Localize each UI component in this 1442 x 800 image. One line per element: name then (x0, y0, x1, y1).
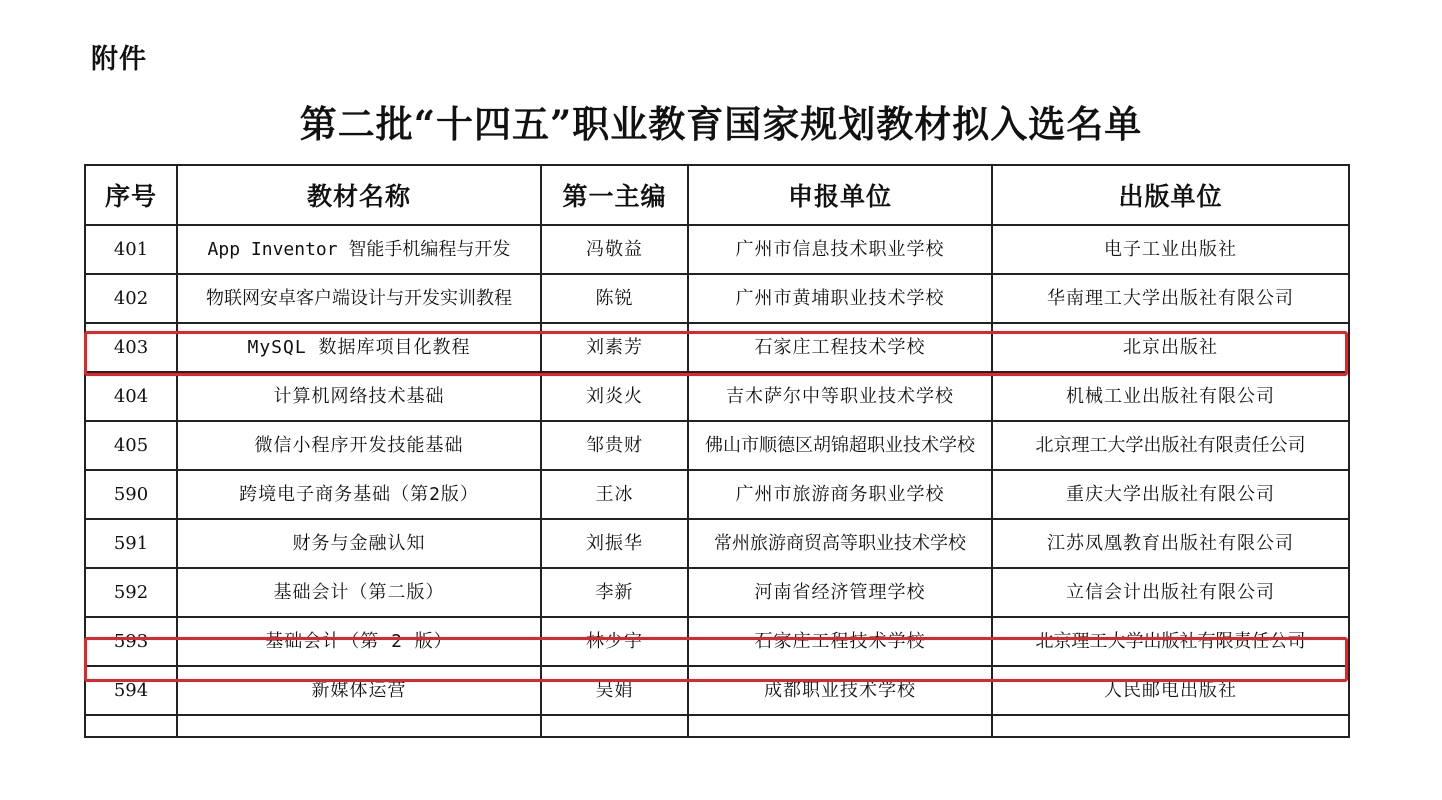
table-row (85, 274, 1349, 323)
cell-first-editor: 吴娟 (541, 666, 688, 715)
header-textbook-name: 教材名称 (177, 165, 541, 225)
cell-empty (177, 715, 541, 737)
cell-first-editor: 刘振华 (541, 519, 688, 568)
table-row (85, 470, 1349, 519)
cell-first-editor: 冯敬益 (541, 225, 688, 274)
cell-empty (688, 715, 992, 737)
cell-applying-unit: 广州市信息技术职业学校 (688, 225, 992, 274)
textbook-list-table-container (84, 164, 1350, 742)
cell-publisher: 北京出版社 (992, 323, 1349, 372)
cell-index: 402 (85, 274, 177, 323)
cell-empty (541, 715, 688, 737)
cell-index: 593 (85, 617, 177, 666)
cell-publisher: 华南理工大学出版社有限公司 (992, 274, 1349, 323)
cell-applying-unit: 吉木萨尔中等职业技术学校 (688, 372, 992, 421)
cell-publisher: 立信会计出版社有限公司 (992, 568, 1349, 617)
cell-textbook-name: MySQL 数据库项目化教程 (177, 323, 541, 372)
table-row (85, 225, 1349, 274)
header-publisher: 出版单位 (992, 165, 1349, 225)
attachment-label: 附件 (91, 44, 147, 75)
textbook-list-table (84, 164, 1350, 738)
cell-applying-unit: 广州市旅游商务职业学校 (688, 470, 992, 519)
cell-textbook-name: 微信小程序开发技能基础 (177, 421, 541, 470)
cell-first-editor: 刘炎火 (541, 372, 688, 421)
cell-applying-unit: 广州市黄埔职业技术学校 (688, 274, 992, 323)
header-applying-unit: 申报单位 (688, 165, 992, 225)
table-row (85, 323, 1349, 372)
document-title: 第二批“十四五”职业教育国家规划教材拟入选名单 (299, 102, 1143, 146)
cell-textbook-name: 基础会计（第 2 版） (177, 617, 541, 666)
cell-index: 404 (85, 372, 177, 421)
cell-index: 401 (85, 225, 177, 274)
cell-applying-unit: 石家庄工程技术学校 (688, 323, 992, 372)
cell-textbook-name: 跨境电子商务基础（第2版） (177, 470, 541, 519)
table-row-cut-off (85, 715, 1349, 737)
cell-publisher: 电子工业出版社 (992, 225, 1349, 274)
table-header-row (85, 165, 1349, 225)
table-row (85, 372, 1349, 421)
table-row (85, 519, 1349, 568)
cell-publisher: 江苏凤凰教育出版社有限公司 (992, 519, 1349, 568)
cell-applying-unit: 佛山市顺德区胡锦超职业技术学校 (688, 421, 992, 470)
cell-first-editor: 刘素芳 (541, 323, 688, 372)
cell-applying-unit: 河南省经济管理学校 (688, 568, 992, 617)
cell-textbook-name: 新媒体运营 (177, 666, 541, 715)
cell-empty (992, 715, 1349, 737)
table-row (85, 421, 1349, 470)
cell-applying-unit: 常州旅游商贸高等职业技术学校 (688, 519, 992, 568)
cell-index: 405 (85, 421, 177, 470)
cell-first-editor: 林少宇 (541, 617, 688, 666)
cell-publisher: 人民邮电出版社 (992, 666, 1349, 715)
cell-textbook-name: 计算机网络技术基础 (177, 372, 541, 421)
header-first-editor: 第一主编 (541, 165, 688, 225)
cell-publisher: 北京理工大学出版社有限责任公司 (992, 617, 1349, 666)
cell-index: 590 (85, 470, 177, 519)
cell-index: 592 (85, 568, 177, 617)
cell-first-editor: 邹贵财 (541, 421, 688, 470)
cell-publisher: 机械工业出版社有限公司 (992, 372, 1349, 421)
table-row (85, 617, 1349, 666)
cell-applying-unit: 石家庄工程技术学校 (688, 617, 992, 666)
cell-textbook-name: 物联网安卓客户端设计与开发实训教程 (177, 274, 541, 323)
cell-first-editor: 李新 (541, 568, 688, 617)
cell-empty (85, 715, 177, 737)
cell-index: 403 (85, 323, 177, 372)
table-row (85, 568, 1349, 617)
table-row (85, 666, 1349, 715)
cell-first-editor: 王冰 (541, 470, 688, 519)
cell-textbook-name: 基础会计（第二版） (177, 568, 541, 617)
cell-index: 591 (85, 519, 177, 568)
cell-textbook-name: 财务与金融认知 (177, 519, 541, 568)
cell-textbook-name: App Inventor 智能手机编程与开发 (177, 225, 541, 274)
cell-first-editor: 陈锐 (541, 274, 688, 323)
cell-publisher: 重庆大学出版社有限公司 (992, 470, 1349, 519)
cell-applying-unit: 成都职业技术学校 (688, 666, 992, 715)
cell-index: 594 (85, 666, 177, 715)
header-index: 序号 (85, 165, 177, 225)
cell-publisher: 北京理工大学出版社有限责任公司 (992, 421, 1349, 470)
